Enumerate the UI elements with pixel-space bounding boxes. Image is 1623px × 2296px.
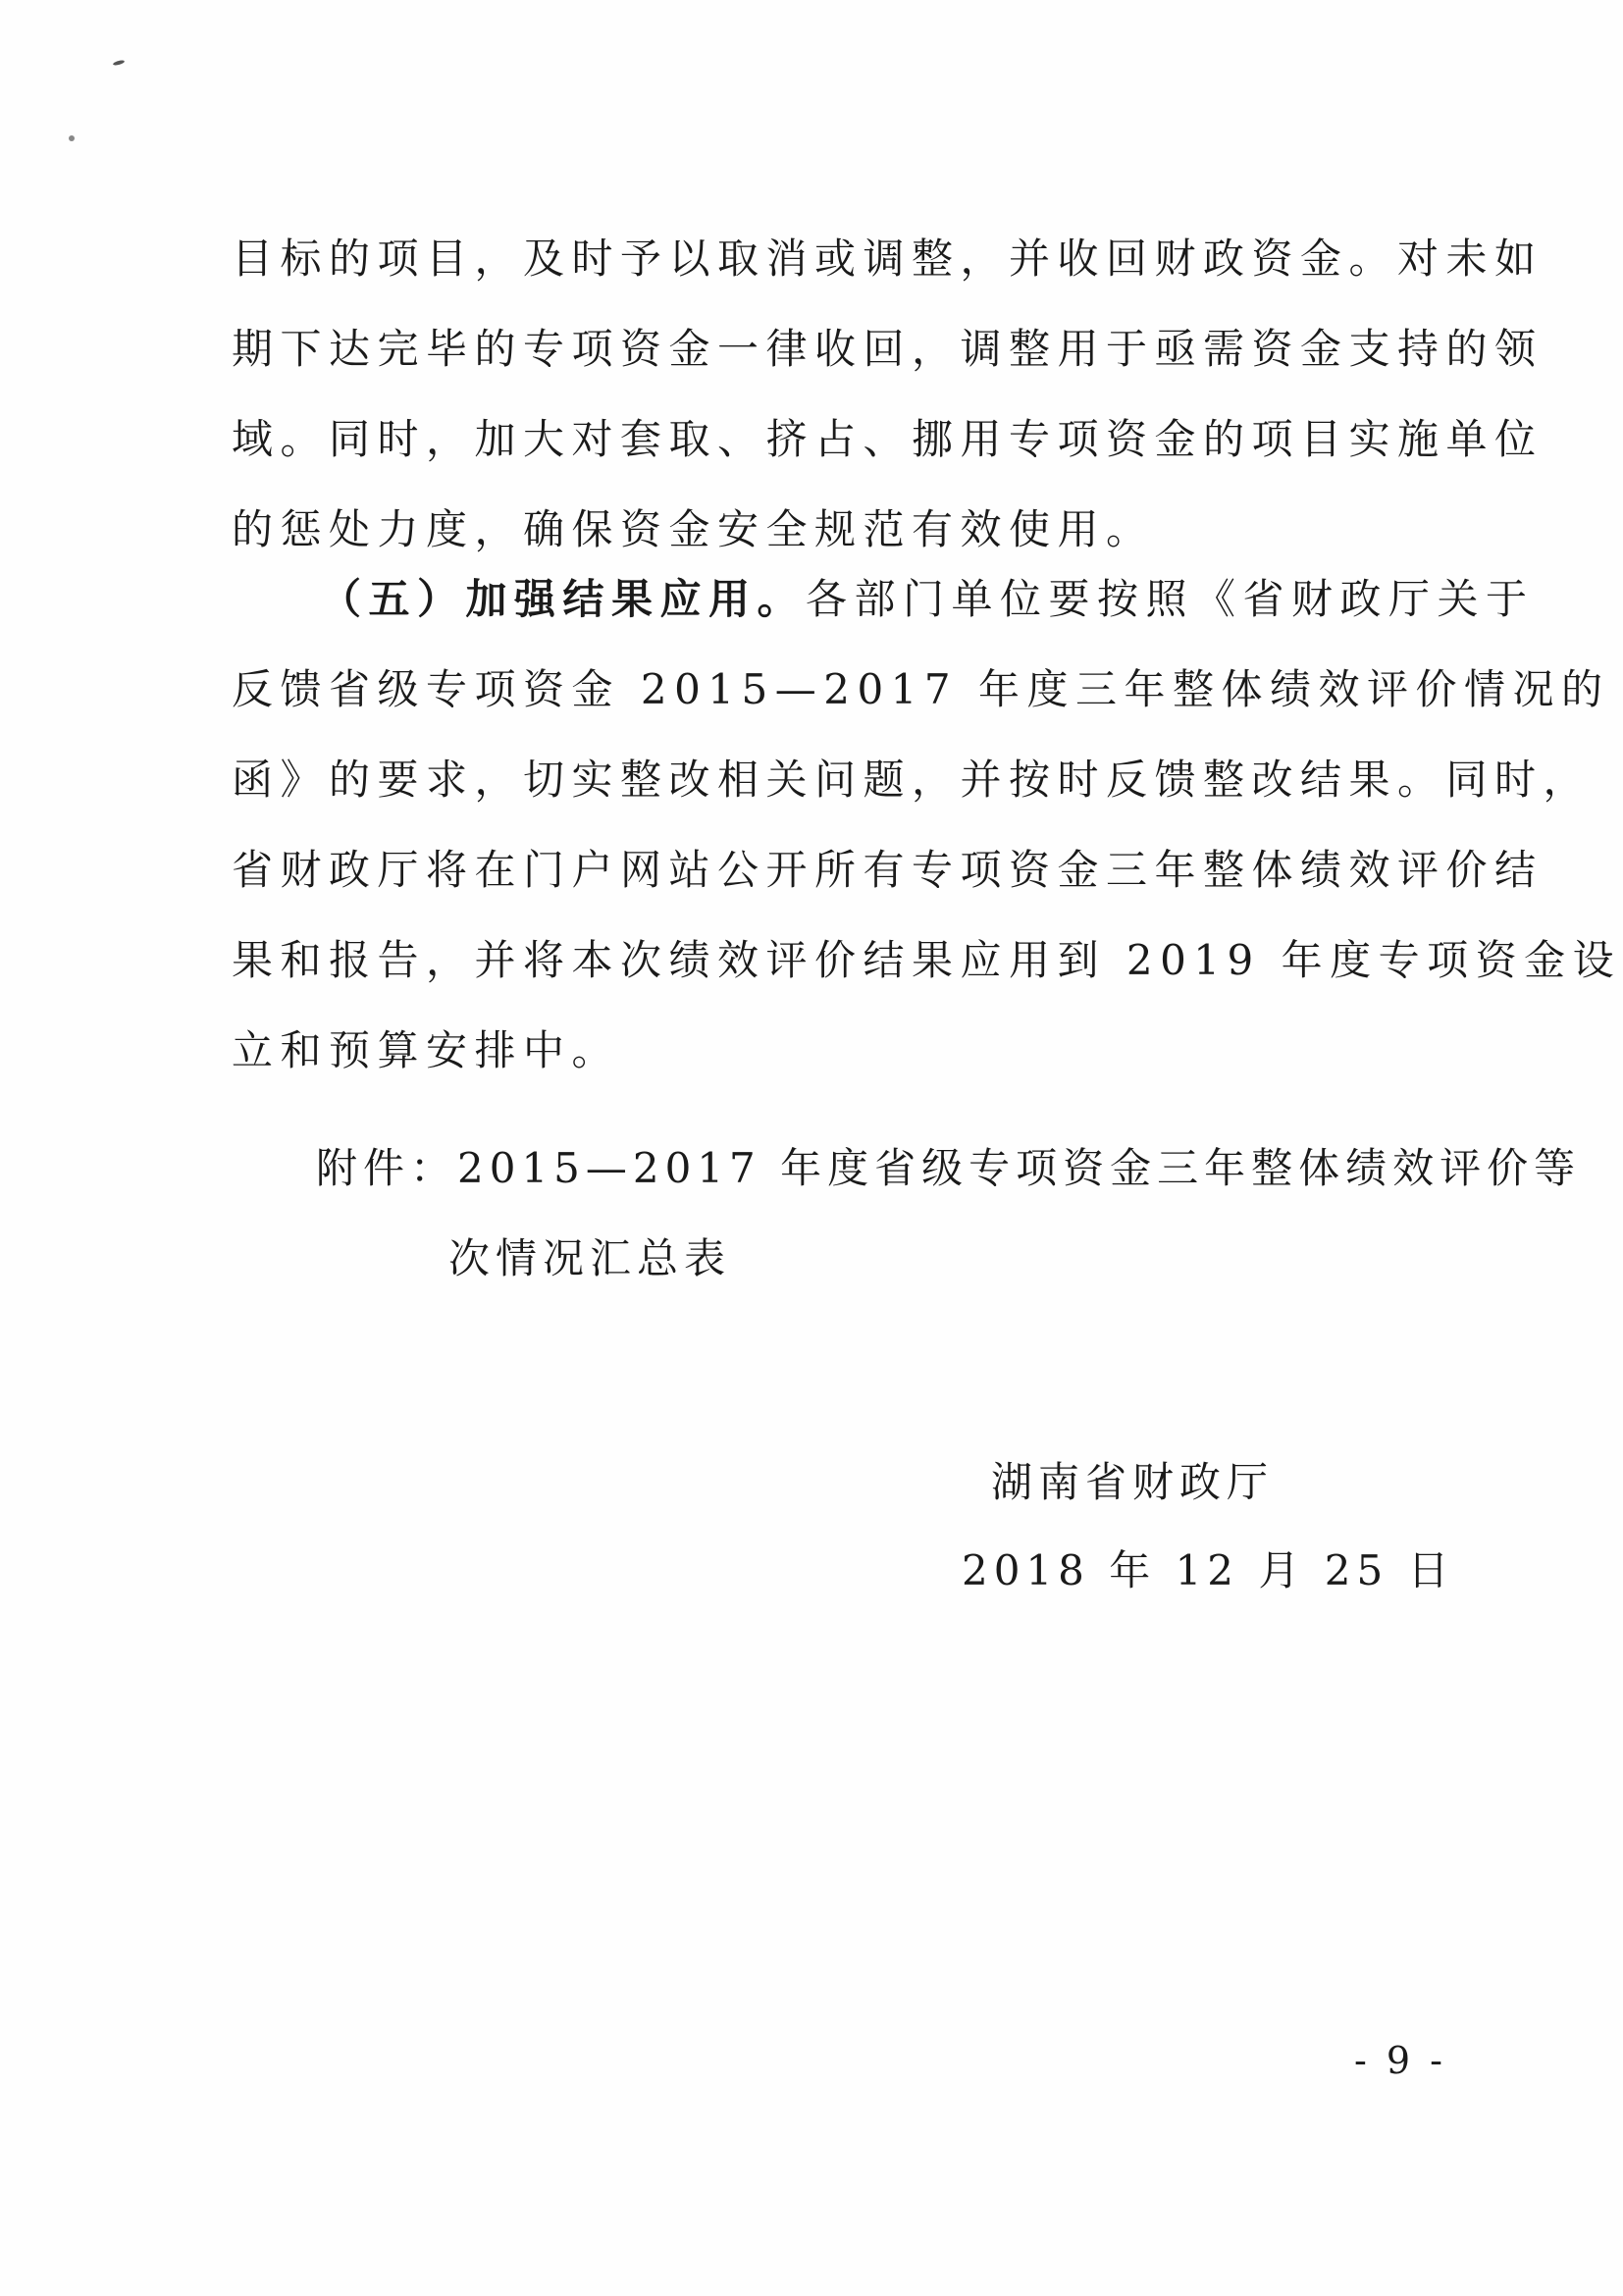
paragraph-2: [232, 554, 1622, 1096]
text-fragment: 各部门单位要按照《省财政厅关于: [806, 575, 1535, 623]
text-line: 反馈省级专项资金 2015—2017 年度三年整体绩效评价情况的: [232, 665, 1610, 713]
signature-org: 湖南省财政厅: [991, 1458, 1275, 1506]
scan-artifact: [113, 60, 126, 67]
text-line: 函》的要求，切实整改相关问题，并按时反馈整改结果。同时，: [232, 756, 1593, 804]
text-line: 的惩处力度，确保资金安全规范有效使用。: [232, 505, 1155, 553]
page-number: - 9 -: [1354, 2039, 1447, 2082]
text-line: 果和报告，并将本次绩效评价结果应用到 2019 年度专项资金设: [232, 936, 1622, 984]
section-heading: （五）加强结果应用。: [320, 575, 807, 623]
paragraph-1: [232, 214, 1544, 575]
text-line: 期下达完毕的专项资金一律收回，调整用于亟需资金支持的领: [232, 325, 1544, 373]
text-line: 目标的项目，及时予以取消或调整，并收回财政资金。对未如: [232, 235, 1544, 283]
signature-date: 2018 年 12 月 25 日: [962, 1546, 1455, 1594]
attachment-line-2: 次情况汇总表: [448, 1234, 732, 1282]
text-line: 域。同时，加大对套取、挤占、挪用专项资金的项目实施单位: [232, 415, 1544, 463]
attachment-line-1: 附件：2015—2017 年度省级专项资金三年整体绩效评价等: [316, 1144, 1582, 1192]
text-line: 立和预算安排中。: [232, 1026, 621, 1074]
attachment-note: [316, 1123, 1581, 1304]
text-line: 省财政厅将在门户网站公开所有专项资金三年整体绩效评价结: [232, 846, 1544, 894]
text-line: [232, 554, 1535, 645]
scan-artifact: [69, 135, 75, 141]
